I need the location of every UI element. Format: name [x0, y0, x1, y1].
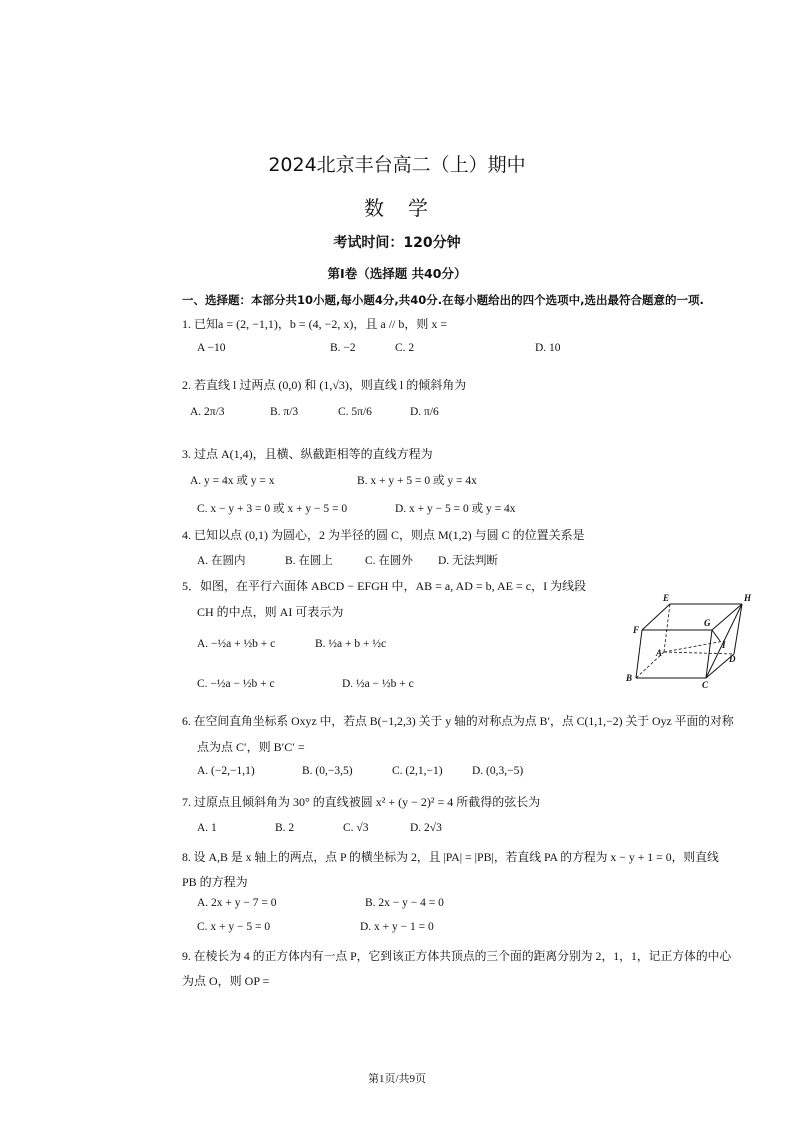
- q2-option-b[interactable]: B. π/3: [270, 406, 299, 418]
- q5-option-a[interactable]: A. −½a + ½b + c: [197, 638, 276, 650]
- edge-gi: [712, 630, 720, 641]
- segment-ai: [664, 641, 724, 652]
- edge-fb: [636, 630, 642, 678]
- label-a: A: [656, 648, 663, 658]
- q6-option-d[interactable]: D. (0,3,−5): [472, 765, 524, 777]
- section-heading: 第I卷（选择题 共40分）: [327, 266, 467, 281]
- page-title: 2024北京丰台高二（上）期中: [268, 154, 526, 176]
- q2-option-d[interactable]: D. π/6: [410, 406, 439, 418]
- q8-option-b[interactable]: B. 2x − y − 4 = 0: [365, 897, 444, 909]
- label-e: E: [663, 593, 670, 603]
- q6-option-a[interactable]: A. (−2,−1,1): [197, 765, 255, 777]
- part-instruction: 一、选择题：本部分共10小题,每小题4分,共40分.在每小题给出的四个选项中,选出最符合题意的一项.: [182, 293, 704, 307]
- q7-option-d[interactable]: D. 2√3: [410, 822, 442, 834]
- q6-option-b[interactable]: B. (0,−3,5): [302, 765, 353, 777]
- question-2-stem: 2. 若直线 l 过两点 (0,0) 和 (1,√3)，则直线 l 的倾斜角为: [182, 378, 467, 392]
- label-c: C: [702, 680, 709, 690]
- q3-option-c[interactable]: C. x − y + 3 = 0 或 x + y − 5 = 0: [197, 503, 348, 515]
- question-6-stem-cont: 点为点 C′，则 B′C′ =: [197, 740, 305, 754]
- q1-option-a[interactable]: A −10: [197, 342, 226, 354]
- edge-ae: [664, 604, 670, 652]
- label-h: H: [744, 593, 752, 603]
- q8-option-c[interactable]: C. x + y − 5 = 0: [197, 921, 271, 933]
- label-g: G: [704, 618, 711, 628]
- question-4-stem: 4. 已知以点 (0,1) 为圆心，2 为半径的圆 C，则点 M(1,2) 与圆 C 的位置关系是: [182, 528, 585, 542]
- label-d: D: [729, 654, 736, 664]
- label-i: I: [722, 640, 726, 650]
- question-5-stem-cont: CH 的中点，则 AI 可表示为: [197, 605, 344, 619]
- page-number: 第1页/共9页: [367, 1073, 427, 1085]
- question-1-stem: 1. 已知a = (2, −1,1)，b = (4, −2, x)，且 a // b，则 x =: [182, 317, 448, 331]
- q4-option-b[interactable]: B. 在圆上: [285, 555, 333, 567]
- q6-option-c[interactable]: C. (2,1,−1): [392, 765, 443, 777]
- q5-option-b[interactable]: B. ½a + b + ½c: [315, 638, 387, 650]
- edge-gh: [712, 604, 742, 630]
- question-7-stem: 7. 过原点且倾斜角为 30° 的直线被圆 x² + (y − 2)² = 4 所截得的弦长为: [182, 795, 541, 809]
- question-9-stem-cont: 为点 O，则 OP =: [182, 974, 270, 988]
- q3-option-b[interactable]: B. x + y + 5 = 0 或 y = 4x: [357, 475, 477, 487]
- q1-option-b[interactable]: B. −2: [330, 342, 356, 354]
- q3-option-d[interactable]: D. x + y − 5 = 0 或 y = 4x: [395, 503, 516, 515]
- q7-option-a[interactable]: A. 1: [197, 822, 217, 834]
- question-9-stem: 9. 在棱长为 4 的正方体内有一点 P，它到该正方体共顶点的三个面的距离分别为 2，1，1，记正方体的中心: [182, 949, 732, 963]
- q5-option-c[interactable]: C. −½a − ½b + c: [197, 678, 275, 690]
- q5-option-d[interactable]: D. ½a − ½b + c: [342, 678, 414, 690]
- label-b: B: [626, 673, 633, 683]
- q7-option-c[interactable]: C. √3: [343, 822, 369, 834]
- question-8-stem: 8. 设 A,B 是 x 轴上的两点，点 P 的横坐标为 2，且 |PA| = |PB|，若直线 PA 的方程为 x − y + 1 = 0，则直线: [182, 850, 719, 864]
- q8-option-a[interactable]: A. 2x + y − 7 = 0: [197, 897, 277, 909]
- parallelepiped-figure: [620, 590, 760, 690]
- label-f: F: [633, 625, 640, 635]
- q3-option-a[interactable]: A. y = 4x 或 y = x: [190, 475, 275, 487]
- question-6-stem: 6. 在空间直角坐标系 Oxyz 中，若点 B(−1,2,3) 关于 y 轴的对称点为点 B′，点 C(1,1,−2) 关于 Oyz 平面的对称: [182, 714, 734, 728]
- q7-option-b[interactable]: B. 2: [275, 822, 295, 834]
- question-8-stem-cont: PB 的方程为: [182, 875, 248, 889]
- q4-option-c[interactable]: C. 在圆外: [365, 555, 413, 567]
- subject-title: 数 学: [364, 196, 430, 220]
- q1-option-c[interactable]: C. 2: [395, 342, 415, 354]
- edge-ad: [664, 652, 734, 654]
- question-5-stem: 5．如图，在平行六面体 ABCD − EFGH 中，AB = a, AD = b, AE = c，I 为线段: [182, 579, 587, 593]
- exam-time: 考试时间：120分钟: [333, 235, 461, 251]
- q4-option-d[interactable]: D. 无法判断: [438, 555, 499, 567]
- q2-option-a[interactable]: A. 2π/3: [190, 406, 225, 418]
- q1-option-d[interactable]: D. 10: [535, 342, 561, 354]
- q2-option-c[interactable]: C. 5π/6: [338, 406, 372, 418]
- question-3-stem: 3. 过点 A(1,4)，且横、纵截距相等的直线方程为: [182, 447, 433, 461]
- q4-option-a[interactable]: A. 在圆内: [197, 555, 246, 567]
- edge-fe: [642, 604, 670, 630]
- q8-option-d[interactable]: D. x + y − 1 = 0: [360, 921, 434, 933]
